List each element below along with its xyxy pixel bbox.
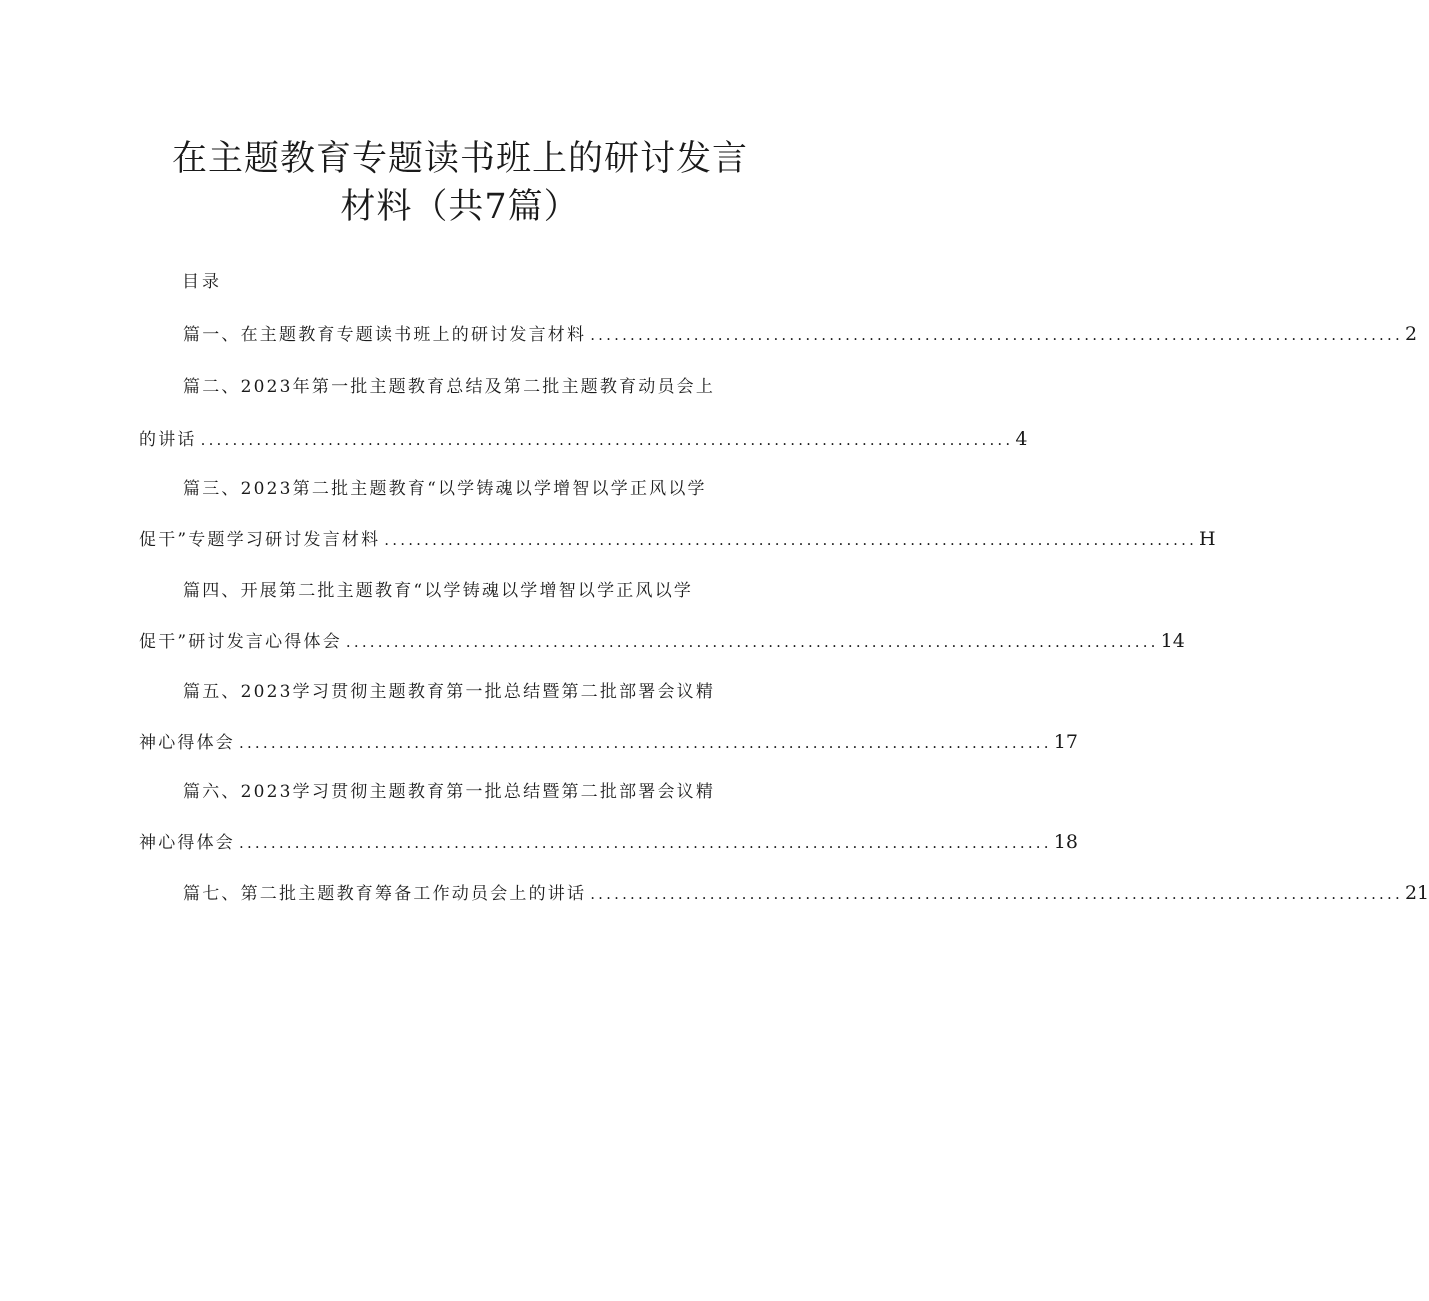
- toc-entry-7[interactable]: [139, 879, 1429, 908]
- toc-entry-5-line2[interactable]: [139, 728, 1078, 757]
- toc-leader-dots: ......................................................................................................: [384, 531, 1198, 549]
- document-title-line2: 材料（共7篇）: [340, 187, 580, 227]
- toc-page-number: 4: [1015, 428, 1028, 450]
- toc-entry-6-line2[interactable]: [139, 828, 1078, 857]
- toc-entry-title: 篇七、第二批主题教育筹备工作动员会上的讲话: [183, 884, 587, 904]
- toc-page-number: 2: [1404, 323, 1418, 345]
- toc-leader-dots: ......................................................................................................: [590, 326, 1403, 344]
- toc-page-number: H: [1199, 528, 1216, 550]
- toc-entry-2-line1[interactable]: 篇二、2023年第一批主题教育总结及第二批主题教育动员会上: [183, 377, 716, 397]
- toc-entry-3-line1[interactable]: 篇三、2023第二批主题教育“以学铸魂以学增智以学正风以学: [183, 479, 707, 499]
- toc-entry-1[interactable]: [139, 320, 1418, 349]
- toc-leader-dots: ......................................................................................................: [200, 431, 1014, 449]
- toc-entry-title: 篇一、在主题教育专题读书班上的研讨发言材料: [183, 325, 587, 345]
- toc-entry-title: 神心得体会: [139, 733, 235, 753]
- toc-leader-dots: ......................................................................................................: [239, 734, 1052, 752]
- toc-entry-2-line2[interactable]: [139, 425, 1028, 454]
- toc-entry-title: 神心得体会: [139, 833, 235, 853]
- toc-leader-dots: ......................................................................................................: [345, 633, 1159, 651]
- toc-entry-5-line1[interactable]: 篇五、2023学习贯彻主题教育第一批总结暨第二批部署会议精: [183, 682, 716, 702]
- toc-entry-4-line1[interactable]: 篇四、开展第二批主题教育“以学铸魂以学增智以学正风以学: [183, 581, 694, 601]
- toc-entry-title: 的讲话: [139, 430, 197, 450]
- toc-page-number: 21: [1404, 882, 1429, 904]
- toc-entry-title: 促干”专题学习研讨发言材料: [139, 530, 381, 550]
- toc-heading: 目录: [182, 272, 222, 292]
- toc-leader-dots: ......................................................................................................: [239, 834, 1052, 852]
- toc-entry-6-line1[interactable]: 篇六、2023学习贯彻主题教育第一批总结暨第二批部署会议精: [183, 782, 716, 802]
- toc-page-number: 17: [1053, 731, 1078, 753]
- document-title-line1: 在主题教育专题读书班上的研讨发言: [171, 139, 748, 179]
- toc-page-number: 14: [1160, 630, 1185, 652]
- toc-page-number: 18: [1053, 831, 1078, 853]
- toc-entry-4-line2[interactable]: [139, 627, 1185, 656]
- toc-entry-3-line2[interactable]: [139, 525, 1216, 554]
- toc-entry-title: 促干”研讨发言心得体会: [139, 632, 342, 652]
- toc-leader-dots: ......................................................................................................: [590, 885, 1403, 903]
